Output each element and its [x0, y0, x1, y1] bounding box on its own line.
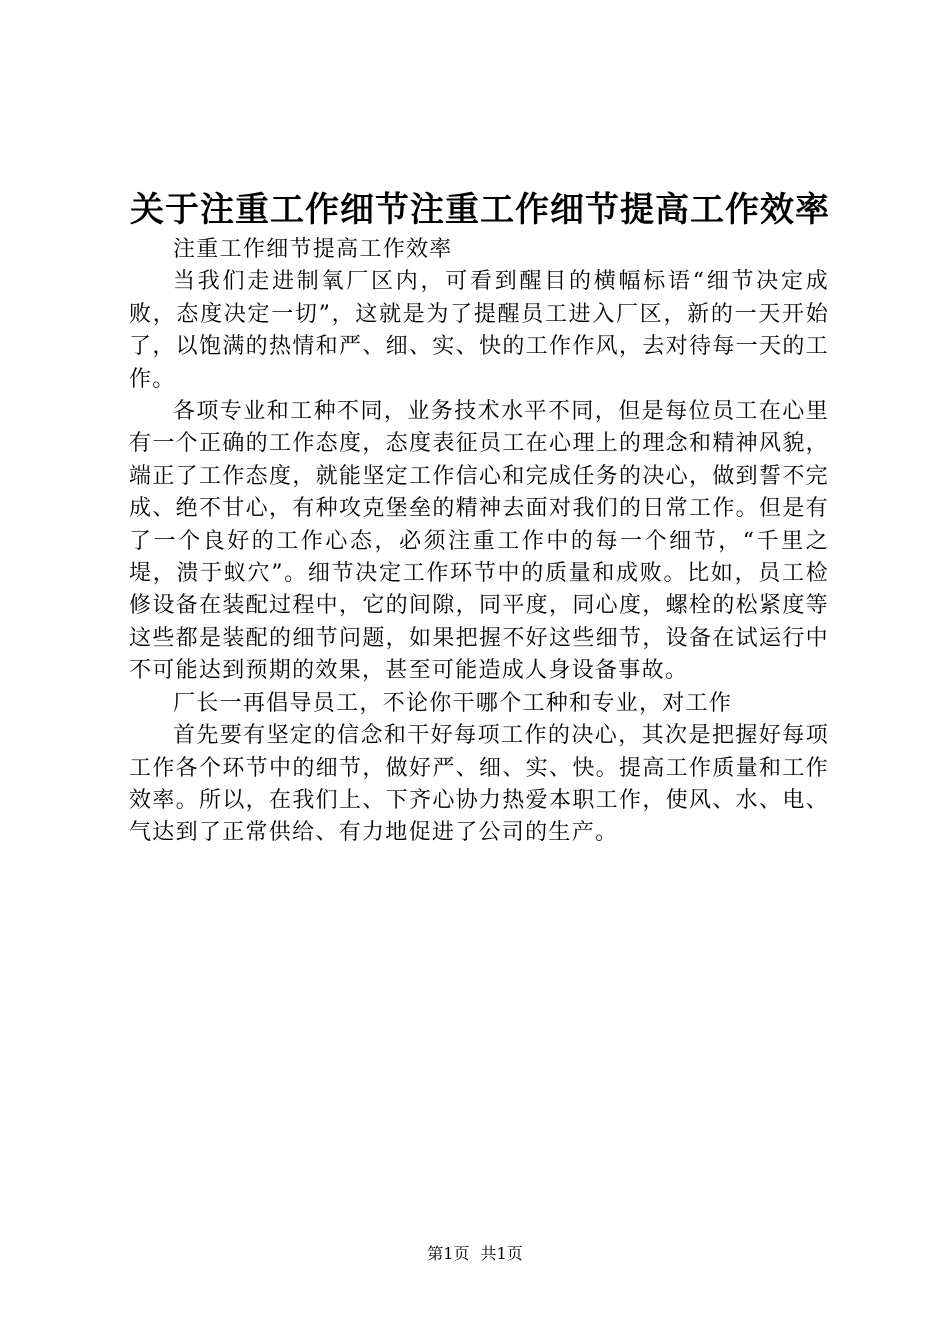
page-total: 共1页: [480, 1244, 523, 1263]
body-paragraph: 当我们走进制氧厂区内，可看到醒目的横幅标语“细节决定成败，态度决定一切”，这就是为了提醒员工进入厂区，新的一天开始了，以饱满的热情和严、细、实、快的工作作风，去对待每一天的工作。: [129, 269, 829, 392]
page-number: 第1页: [427, 1244, 470, 1263]
page-footer: [0, 1244, 950, 1264]
document-body: [129, 234, 829, 850]
subtitle-paragraph: 注重工作细节提高工作效率: [173, 237, 453, 262]
body-paragraph: 首先要有坚定的信念和干好每项工作的决心，其次是把握好每项工作各个环节中的细节，做好严、细、实、快。提高工作质量和工作效率。所以，在我们上、下齐心协力热爱本职工作，使风、水、电、气达到了正常供给、有力地促进了公司的生产。: [129, 723, 829, 846]
body-paragraph: 厂长一再倡导员工，不论你干哪个工种和专业，对工作: [173, 690, 733, 716]
body-paragraph: 各项专业和工种不同，业务技术水平不同，但是每位员工在心里有一个正确的工作态度，态度表征员工在心理上的理念和精神风貌，端正了工作态度，就能坚定工作信心和完成任务的决心，做到誓不完成、绝不甘心，有种攻克堡垒的精神去面对我们的日常工作。但是有了一个良好的工作心态，必须注重工作中的每一个细节，“千里之堤，溃于蚁穴”。细节决定工作环节中的质量和成败。比如，员工检修设备在装配过程中，它的间隙，同平度，同心度，螺栓的松紧度等这些都是装配的细节问题，如果把握不好这些细节，设备在试运行中不可能达到预期的效果，甚至可能造成人身设备事故。: [129, 399, 829, 684]
document-title: 关于注重工作细节注重工作细节提高工作效率: [130, 190, 830, 230]
